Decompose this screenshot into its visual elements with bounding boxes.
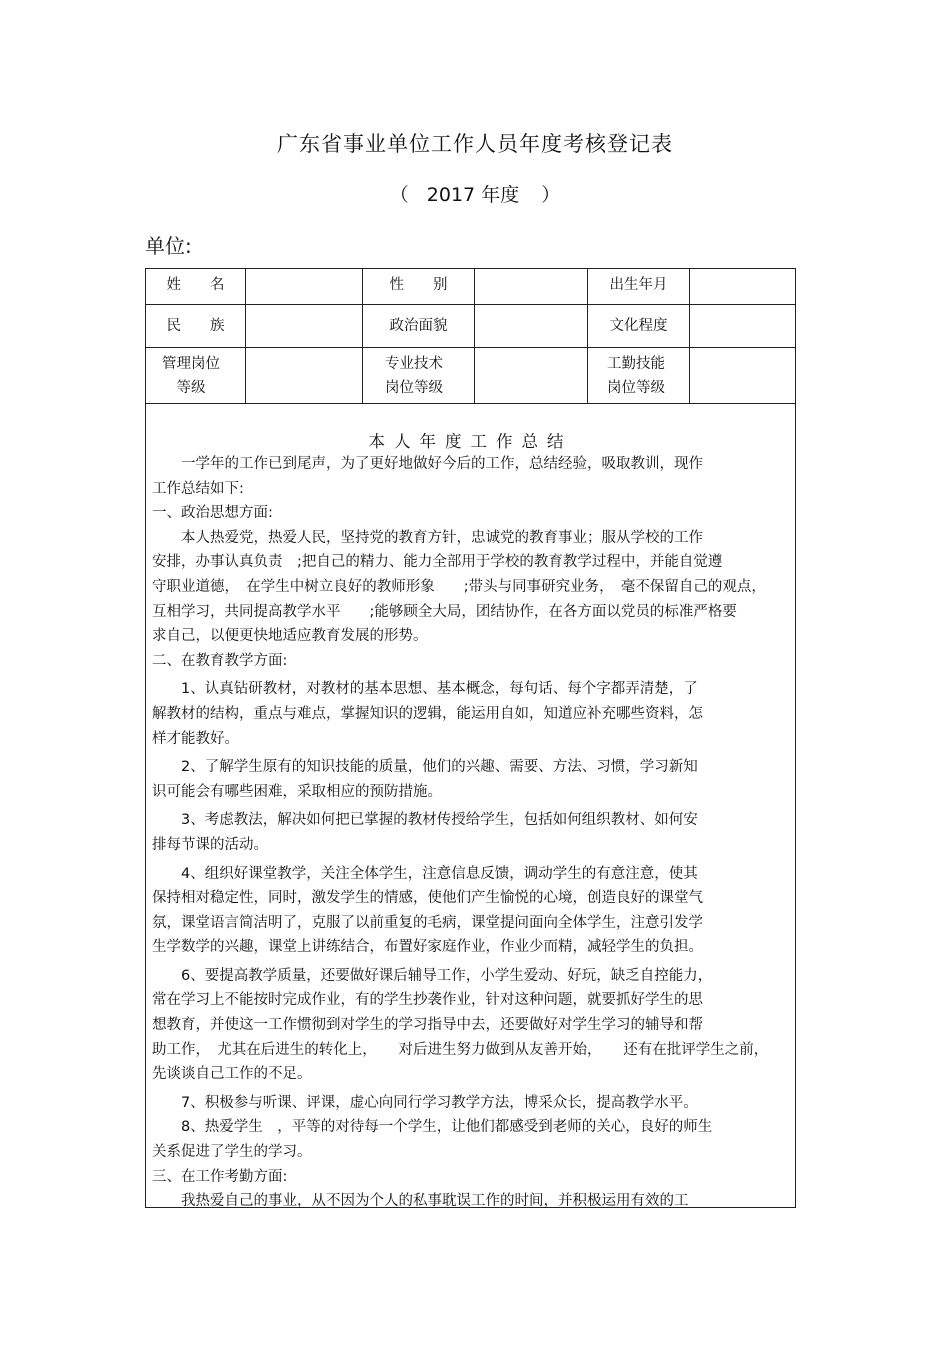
summary-line: 关系促进了学生的学习。: [152, 1144, 312, 1161]
summary-line: 想教育，并使这一工作惯彻到对学生的学习指导中去，还要做好对学生学习的辅导和帮: [152, 1017, 703, 1034]
label-name: 姓 名: [166, 277, 225, 293]
summary-line: 识可能会有哪些困难，采取相应的预防措施。: [152, 783, 442, 800]
label-technical-grade: [363, 352, 465, 400]
summary-line: 排每节课的活动。: [152, 836, 268, 853]
paren-open: （: [389, 184, 409, 206]
label-line: 岗位等级: [607, 380, 665, 396]
label-line: 岗位等级: [385, 380, 443, 396]
label-line: 专业技术: [385, 356, 443, 372]
year-value: 2017: [426, 184, 476, 206]
summary-line: 4、组织好课堂教学，关注全体学生，注意信息反馈，调动学生的有意注意，使其: [152, 865, 698, 882]
summary-line: 安排，办事认真负责 ;把自己的精力、能力全部用于学校的教育教学过程中，并能自觉遵: [152, 554, 723, 571]
summary-line: 生学数学的兴趣，课堂上讲练结合，布置好家庭作业，作业少而精，减轻学生的负担。: [152, 939, 703, 956]
summary-line: 助工作， 尤其在后进生的转化上， 对后进生努力做到从友善开始， 还有在批评学生之前，: [152, 1041, 769, 1058]
summary-line: 3、考虑教法，解决如何把已掌握的教材传授给学生，包括如何组织教材、如何安: [152, 812, 698, 829]
grid-line: [474, 268, 475, 404]
summary-line: 二、在教育教学方面:: [152, 652, 288, 669]
summary-line: 8、热爱学生 ，平等的对待每一个学生，让他们都感受到老师的关心，良好的师生: [152, 1119, 713, 1136]
grid-line: [689, 268, 690, 404]
summary-line: 先谈谈自己工作的不足。: [152, 1066, 312, 1083]
paren-close: ）: [541, 184, 561, 206]
summary-line: 三、在工作考勤方面:: [152, 1168, 288, 1185]
summary-line: 互相学习，共同提高教学水平 ;能够顾全大局，团结协作，在各方面以党员的标准严格要: [152, 603, 737, 620]
summary-line: 求自己，以便更快地适应教育发展的形势。: [152, 628, 428, 645]
label-management-grade: [146, 352, 236, 400]
summary-line: 本人热爱党，热爱人民，坚持党的教育方针，忠诚党的教育事业；服从学校的工作: [152, 529, 703, 546]
summary-line: 工作总结如下:: [152, 480, 244, 497]
summary-title: 本人年度工作总结: [368, 432, 573, 451]
label-gender: 性 别: [389, 277, 448, 293]
label-political-status: 政治面貌: [389, 318, 448, 334]
grid-line: [145, 403, 796, 404]
summary-line: 样才能教好。: [152, 730, 239, 747]
grid-line: [145, 347, 796, 348]
grid-line: [145, 304, 796, 305]
grid-line: [245, 268, 246, 404]
document-title: 广东省事业单位工作人员年度考核登记表: [277, 132, 673, 156]
label-birth-date: 出生年月: [609, 277, 668, 293]
label-line: 工勤技能: [607, 356, 665, 372]
label-line: 管理岗位: [162, 356, 220, 372]
label-worker-grade: [588, 352, 684, 400]
summary-line: 一、政治思想方面:: [152, 505, 273, 522]
label-line: 等级: [176, 380, 206, 396]
summary-line: 2、了解学生原有的知识技能的质量，他们的兴趣、需要、方法、习惯，学习新知: [152, 759, 698, 776]
summary-line: 一学年的工作已到尾声，为了更好地做好今后的工作，总结经验，吸取教训，现作: [152, 456, 703, 472]
assessment-year: [0, 180, 950, 207]
summary-line: 我热爱自己的事业，从不因为个人的私事耽误工作的时间，并积极运用有效的工: [152, 1193, 689, 1210]
summary-line: 1、认真钻研教材，对教材的基本思想、基本概念，每句话、每个字都弄清楚，了: [152, 681, 698, 698]
summary-line: 保持相对稳定性，同时，激发学生的情感，使他们产生愉悦的心境，创造良好的课堂气: [152, 890, 703, 907]
label-ethnicity: 民 族: [166, 318, 225, 334]
summary-line: 解教材的结构，重点与难点，掌握知识的逻辑，能运用自如，知道应补充哪些资料，怎: [152, 705, 703, 722]
label-education: 文化程度: [609, 318, 668, 334]
summary-line: 氛，课堂语言简洁明了，克服了以前重复的毛病，课堂提问面向全体学生，注意引发学: [152, 914, 703, 931]
summary-line: 常在学习上不能按时完成作业，有的学生抄袭作业，针对这种问题，就要抓好学生的思: [152, 992, 703, 1009]
unit-label: 单位:: [145, 234, 192, 258]
year-suffix: 年度: [481, 184, 520, 206]
summary-body: [152, 452, 788, 1214]
summary-line: 7、积极参与听课、评课，虚心向同行学习教学方法，博采众长，提高教学水平。: [152, 1094, 698, 1111]
summary-line: 6、要提高教学质量，还要做好课后辅导工作，小学生爱动、好玩，缺乏自控能力，: [152, 967, 713, 984]
summary-line: 守职业道德， 在学生中树立良好的教师形象 ;带头与同事研究业务， 毫不保留自己的观点，: [152, 578, 766, 595]
